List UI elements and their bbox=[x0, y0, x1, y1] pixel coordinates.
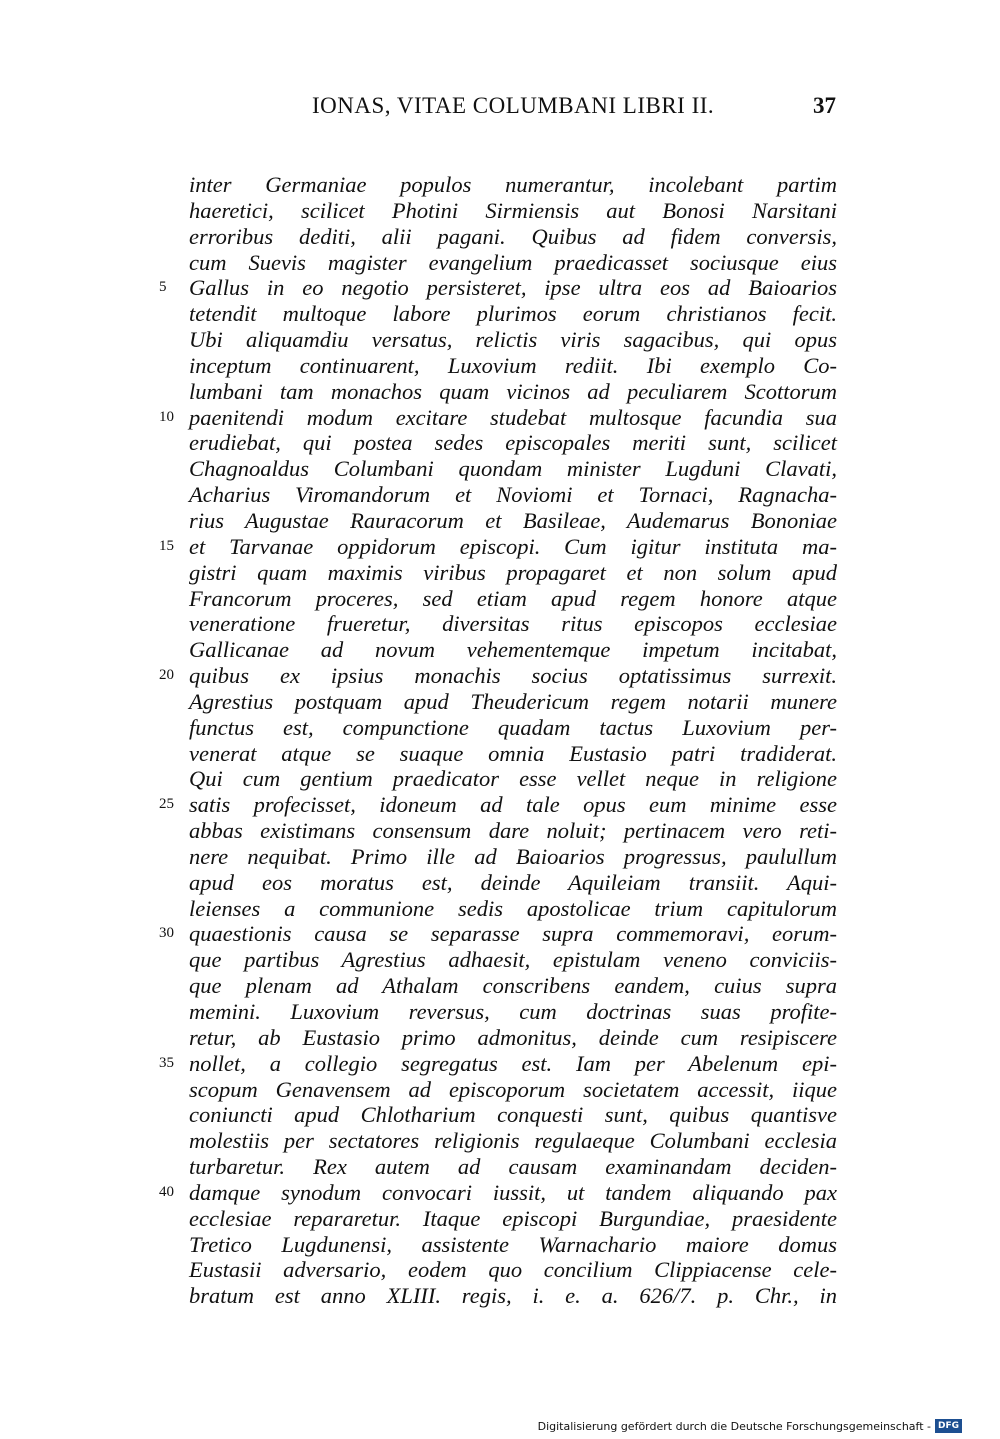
text-line bbox=[189, 430, 837, 456]
line-text: functus est, compunctione quadam tactus Luxovium per- bbox=[189, 714, 837, 740]
line-number: 35 bbox=[159, 1054, 174, 1071]
text-line bbox=[189, 1025, 837, 1051]
text-line bbox=[189, 560, 837, 586]
text-line bbox=[189, 689, 837, 715]
text-line bbox=[189, 586, 837, 612]
text-line bbox=[189, 1102, 837, 1128]
line-text: que partibus Agrestius adhaesit, epistulam veneno conviciis- bbox=[189, 947, 837, 973]
dfg-logo-icon: DFG bbox=[935, 1419, 962, 1433]
line-text: veneratione frueretur, diversitas ritus episcopos ecclesiae bbox=[189, 611, 837, 637]
text-line bbox=[189, 741, 837, 767]
text-line bbox=[189, 611, 837, 637]
line-text: paenitendi modum excitare studebat multosque facundia sua bbox=[189, 404, 837, 430]
text-line bbox=[159, 1050, 837, 1077]
line-text: et Tarvanae oppidorum episcopi. Cum igitur instituta ma- bbox=[189, 533, 837, 559]
line-number: 25 bbox=[159, 796, 174, 813]
line-text: inter Germaniae populos numerantur, incolebant partim bbox=[189, 172, 837, 197]
text-line bbox=[159, 792, 837, 818]
text-line bbox=[189, 456, 837, 482]
line-text: Tretico Lugdunensi, assistente Warnachario maiore domus bbox=[189, 1231, 837, 1257]
text-line bbox=[159, 404, 837, 431]
main-text bbox=[159, 172, 837, 1309]
text-line bbox=[189, 1206, 837, 1232]
line-text: bratum est anno XLIII. regis, i. e. a. 626/7. p. Chr., in bbox=[189, 1283, 837, 1309]
line-text: Acharius Viromandorum et Noviomi et Tornaci, Ragnacha- bbox=[189, 482, 837, 508]
text-line bbox=[189, 1232, 837, 1258]
text-line bbox=[189, 1128, 837, 1154]
footer-credit bbox=[538, 1419, 962, 1433]
text-line bbox=[189, 766, 837, 792]
text-line bbox=[189, 973, 837, 999]
line-text: lumbani tam monachos quam vicinos ad peculiarem Scottorum bbox=[189, 378, 837, 404]
line-text: Ubi aliquamdiu versatus, relictis viris sagacibus, qui opus bbox=[189, 327, 837, 353]
text-line bbox=[189, 172, 837, 198]
text-line bbox=[189, 482, 837, 508]
text-line bbox=[189, 1257, 837, 1283]
text-line bbox=[189, 1077, 837, 1103]
text-line bbox=[189, 870, 837, 896]
line-text: molestiis per sectatores religionis regulaeque Columbani ecclesia bbox=[189, 1128, 837, 1154]
line-text: Qui cum gentium praedicator esse vellet neque in religione bbox=[189, 766, 837, 792]
line-text: tetendit multoque labore plurimos eorum christianos fecit. bbox=[189, 301, 837, 327]
line-text: rius Augustae Rauracorum et Basileae, Audemarus Bononiae bbox=[189, 507, 837, 533]
line-text: apud eos moratus est, deinde Aquileiam transiit. Aqui- bbox=[189, 869, 837, 895]
text-line bbox=[189, 224, 837, 250]
line-text: quibus ex ipsius monachis socius optatissimus surrexit. bbox=[189, 663, 837, 689]
page-header bbox=[190, 93, 836, 133]
line-text: erudiebat, qui postea sedes episcopales meriti sunt, scilicet bbox=[189, 430, 837, 456]
text-line bbox=[189, 999, 837, 1025]
text-line bbox=[189, 353, 837, 379]
line-text: erroribus dediti, alii pagani. Quibus ad fidem conversis, bbox=[189, 223, 837, 249]
line-text: turbaretur. Rex autem ad causam examinandam deciden- bbox=[189, 1154, 837, 1180]
text-line bbox=[189, 379, 837, 405]
line-text: ecclesiae repararetur. Itaque episcopi Burgundiae, praesidente bbox=[189, 1205, 837, 1231]
line-number: 20 bbox=[159, 667, 174, 684]
text-line bbox=[189, 637, 837, 663]
line-text: satis profecisset, idoneum ad tale opus eum minime esse bbox=[189, 792, 837, 818]
line-number: 15 bbox=[159, 537, 174, 554]
line-text: Eustasii adversario, eodem quo concilium Clippiacense cele- bbox=[189, 1257, 837, 1283]
running-title: IONAS, VITAE COLUMBANI LIBRI II. bbox=[312, 93, 715, 118]
line-text: coniuncti apud Chlotharium conquesti sunt, quibus quantisve bbox=[189, 1102, 837, 1128]
line-number: 30 bbox=[159, 925, 174, 942]
text-line bbox=[189, 1154, 837, 1180]
line-text: Gallus in eo negotio persisteret, ipse ultra eos ad Baioarios bbox=[189, 275, 837, 301]
line-number: 40 bbox=[159, 1183, 174, 1200]
footer-credit-text: Digitalisierung gefördert durch die Deutsche Forschungsgemeinschaft - bbox=[537, 1419, 931, 1433]
text-line bbox=[159, 533, 837, 560]
line-text: memini. Luxovium reversus, cum doctrinas suas profite- bbox=[189, 999, 837, 1024]
line-text: abbas existimans consensum dare noluit; pertinacem vero reti- bbox=[189, 818, 837, 844]
text-line bbox=[189, 508, 837, 534]
text-line bbox=[159, 663, 837, 689]
line-text: Gallicanae ad novum vehementemque impetum incitabat, bbox=[189, 637, 837, 663]
text-line bbox=[189, 301, 837, 327]
text-line bbox=[189, 844, 837, 870]
line-text: leienses a communione sedis apostolicae trium capitulorum bbox=[189, 895, 837, 921]
line-text: inceptum continuarent, Luxovium rediit. Ibi exemplo Co- bbox=[189, 352, 837, 378]
line-text: quaestionis causa se separasse supra commemoravi, eorum- bbox=[189, 921, 837, 947]
text-line bbox=[189, 947, 837, 973]
line-text: nollet, a collegio segregatus est. Iam per Abelenum epi- bbox=[189, 1050, 837, 1076]
line-number: 5 bbox=[159, 279, 167, 296]
line-text: venerat atque se suaque omnia Eustasio patri tradiderat. bbox=[189, 740, 837, 766]
line-number: 10 bbox=[159, 408, 174, 425]
line-text: Chagnoaldus Columbani quondam minister Lugduni Clavati, bbox=[189, 456, 837, 482]
line-text: haeretici, scilicet Photini Sirmiensis aut Bonosi Narsitani bbox=[189, 197, 837, 223]
text-line bbox=[159, 921, 837, 947]
line-text: nere nequibat. Primo ille ad Baioarios progressus, paulullum bbox=[189, 843, 837, 869]
line-text: retur, ab Eustasio primo admonitus, deinde cum resipiscere bbox=[189, 1024, 837, 1050]
line-text: gistri quam maximis viribus propagaret et non solum apud bbox=[189, 559, 837, 585]
text-line bbox=[189, 818, 837, 844]
text-line bbox=[189, 198, 837, 224]
text-line bbox=[189, 327, 837, 353]
text-line bbox=[159, 275, 837, 301]
line-text: Francorum proceres, sed etiam apud regem honore atque bbox=[189, 585, 837, 611]
text-line bbox=[189, 715, 837, 741]
line-text: scopum Genavensem ad episcoporum societatem accessit, iique bbox=[189, 1076, 837, 1102]
page-number: 37 bbox=[813, 93, 836, 118]
text-line bbox=[189, 896, 837, 922]
text-line bbox=[189, 1283, 837, 1309]
text-line bbox=[189, 250, 837, 276]
text-line bbox=[159, 1179, 837, 1206]
line-text: que plenam ad Athalam conscribens eandem, cuius supra bbox=[189, 973, 837, 999]
line-text: damque synodum convocari iussit, ut tandem aliquando pax bbox=[189, 1179, 837, 1205]
line-text: cum Suevis magister evangelium praedicasset sociusque eius bbox=[189, 249, 837, 275]
line-text: Agrestius postquam apud Theudericum regem notarii munere bbox=[189, 688, 837, 714]
